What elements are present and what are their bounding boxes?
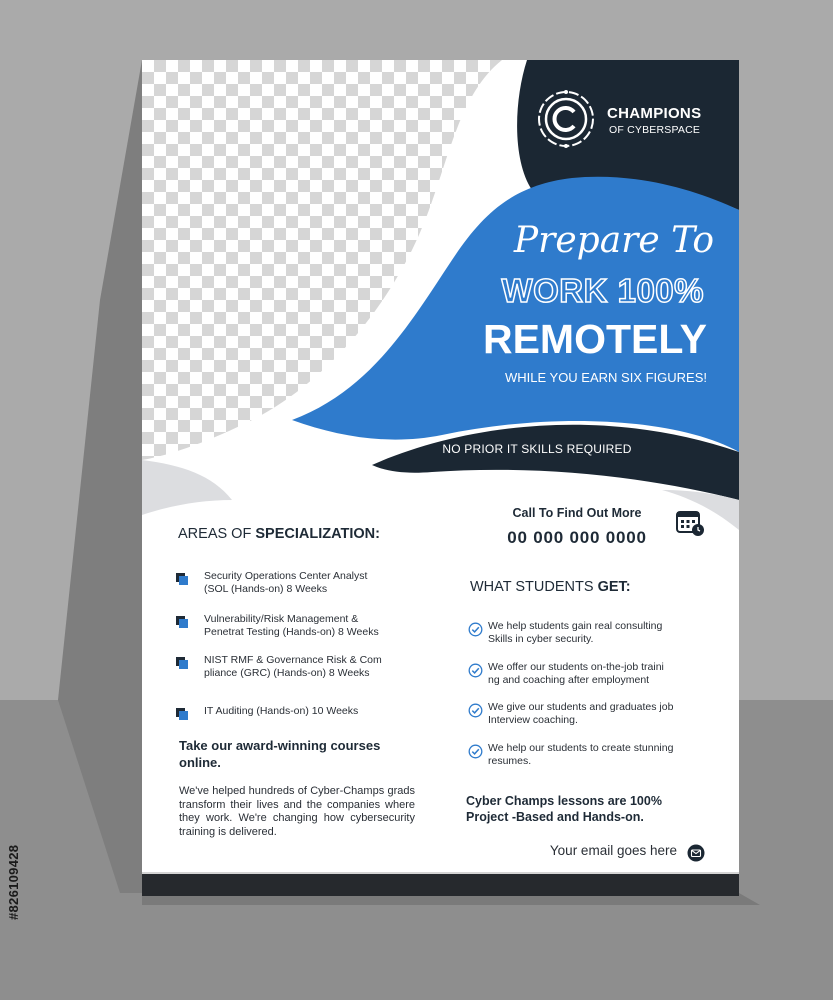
calendar-icon <box>675 508 705 538</box>
benefit-line: Skills in cyber security. <box>488 633 594 645</box>
areas-title <box>178 526 438 542</box>
students-title <box>470 579 720 595</box>
square-bullet-icon <box>176 573 190 585</box>
areas-title-bold: SPECIALIZATION: <box>255 526 380 542</box>
area-item-line: pliance (GRC) (Hands-on) 8 Weeks <box>204 667 370 679</box>
mail-icon <box>687 844 705 862</box>
benefit-line: We give our students and graduates job <box>488 701 674 713</box>
flyer <box>142 60 739 896</box>
courses-body: We've helped hundreds of Cyber-Champs grads transform their lives and the companies where they work. We're changing how cybersecurity training is delivered. <box>179 785 415 838</box>
courses-title-line: Take our award-winning courses <box>179 738 381 753</box>
blue-wave <box>292 177 739 452</box>
benefit-line: We help our students to create stunning <box>488 742 674 754</box>
benefit-line: Interview coaching. <box>488 714 578 726</box>
area-item-line: Penetrat Testing (Hands-on) 8 Weeks <box>204 626 379 638</box>
check-circle-icon <box>468 622 483 637</box>
call-label: Call To Find Out More <box>512 506 642 520</box>
area-item-line: Vulnerability/Risk Management & <box>204 613 359 625</box>
stock-id-text: #826109428 <box>6 844 21 920</box>
stock-id <box>6 760 30 920</box>
students-title-bold: GET: <box>597 579 631 595</box>
areas-title-plain: AREAS OF <box>178 526 256 542</box>
brand-name: CHAMPIONS <box>607 105 702 122</box>
check-circle-icon <box>468 744 483 759</box>
area-item-line: (SOL (Hands-on) 8 Weeks <box>204 583 328 595</box>
logo-icon <box>535 88 597 150</box>
area-item-line: IT Auditing (Hands-on) 10 Weeks <box>204 705 359 717</box>
lessons-line: Project -Based and Hands-on. <box>466 810 644 824</box>
lessons-statement <box>466 793 726 825</box>
square-bullet-icon <box>176 708 190 720</box>
benefit-line: We offer our students on-the-job traini <box>488 661 664 673</box>
check-circle-icon <box>468 663 483 678</box>
benefit-line: resumes. <box>488 755 532 767</box>
hero-script-line: Prepare To <box>513 220 714 261</box>
email-text[interactable]: Your email goes here <box>549 843 677 858</box>
benefit-line: We help students gain real consulting <box>488 620 663 632</box>
lessons-line: Cyber Champs lessons are 100% <box>466 794 662 808</box>
area-item-line: Security Operations Center Analyst <box>204 570 368 582</box>
phone-number: 00 000 000 0000 <box>507 528 647 547</box>
courses-title <box>179 737 429 771</box>
courses-title-line: online. <box>179 755 221 770</box>
benefit-line: ng and coaching after employment <box>488 674 650 686</box>
footer-bar <box>142 874 739 896</box>
hero-main-line: REMOTELY <box>482 316 707 362</box>
hero-outline-line: WORK 100% <box>501 272 704 309</box>
students-title-plain: WHAT STUDENTS <box>470 579 598 595</box>
check-circle-icon <box>468 703 483 718</box>
area-item-line: NIST RMF & Governance Risk & Com <box>204 654 382 666</box>
square-bullet-icon <box>176 616 190 628</box>
brand-tagline: OF CYBERSPACE <box>609 124 701 136</box>
square-bullet-icon <box>176 657 190 669</box>
hero-note: NO PRIOR IT SKILLS REQUIRED <box>442 442 632 456</box>
hero-sub-line: WHILE YOU EARN SIX FIGURES! <box>504 370 707 385</box>
